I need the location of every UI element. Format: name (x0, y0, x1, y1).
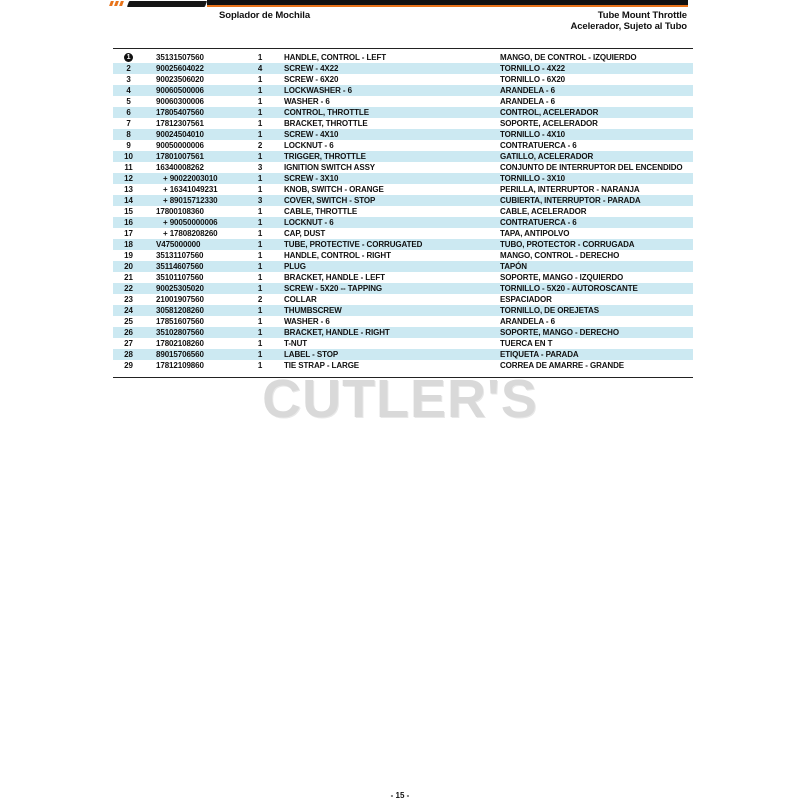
cell-description-es: CONTROL, ACELERADOR (497, 107, 693, 118)
watermark: CUTLER'S (262, 369, 538, 429)
ref-number: 25 (124, 317, 133, 326)
ref-number: 14 (124, 196, 133, 205)
cell-quantity: 1 (257, 119, 263, 128)
cell-description-es: SOPORTE, MANGO - IZQUIERDO (500, 273, 624, 282)
cell-description-en: CAP, DUST (284, 229, 326, 238)
cell-description-en: PLUG (274, 261, 497, 272)
cell-ref (113, 52, 144, 63)
cell-description-en: LOCKNUT - 6 (274, 217, 497, 228)
cell-ref (113, 107, 144, 118)
cell-part-number: 35131507560 (156, 53, 204, 62)
cell-quantity: 1 (246, 151, 274, 162)
cell-description-es: MANGO, DE CONTROL - IZQUIERDO (500, 53, 637, 62)
parts-row (113, 327, 693, 338)
parts-table (113, 52, 693, 371)
cell-description-es: SOPORTE, MANGO - DERECHO (497, 327, 693, 338)
cell-quantity: 1 (246, 327, 274, 338)
cell-part-number: 90023506020 (156, 75, 204, 84)
cell-part-number: 90025305020 (144, 283, 246, 294)
cell-quantity: 1 (257, 207, 263, 216)
cell-quantity: 1 (257, 185, 263, 194)
cell-ref (113, 140, 144, 151)
parts-row (113, 283, 693, 294)
cell-quantity: 2 (257, 141, 263, 150)
cell-quantity: 1 (257, 273, 263, 282)
cell-description-es: TORNILLO - 6X20 (500, 75, 566, 84)
ref-number: 21 (124, 273, 133, 282)
cell-part-number: + 89015712330 (144, 195, 246, 206)
ref-number: 5 (126, 97, 131, 106)
cell-description-en: BRACKET, HANDLE - LEFT (284, 273, 385, 282)
ref-number: 27 (124, 339, 133, 348)
cell-description-es: TUERCA EN T (500, 339, 553, 348)
cell-ref (113, 261, 144, 272)
cell-part-number: V475000000 (144, 239, 246, 250)
cell-description-es: CONJUNTO DE INTERRUPTOR DEL ENCENDIDO (500, 163, 683, 172)
cell-ref (113, 74, 144, 85)
cell-description-es: CONTRATUERCA - 6 (497, 217, 693, 228)
table-top-rule (113, 48, 693, 49)
cell-description-en: TIE STRAP - LARGE (284, 361, 360, 370)
cell-description-en: LOCKWASHER - 6 (274, 85, 497, 96)
cell-part-number: 35114607560 (144, 261, 246, 272)
parts-row (113, 52, 693, 63)
ref-number: 2 (126, 64, 131, 73)
ref-number: 12 (124, 174, 133, 183)
cell-quantity: 1 (257, 53, 263, 62)
cell-quantity: 1 (246, 129, 274, 140)
cell-part-number: + 90050000006 (144, 217, 246, 228)
cell-part-number: 90060500006 (144, 85, 246, 96)
cell-ref (113, 360, 144, 371)
parts-row (113, 206, 693, 217)
cell-part-number: 35102807560 (144, 327, 246, 338)
ref-number: 23 (124, 295, 133, 304)
cell-part-number: + 90022003010 (144, 173, 246, 184)
cell-description-en: LOCKNUT - 6 (284, 141, 334, 150)
parts-row (113, 118, 693, 129)
parts-row (113, 217, 693, 228)
cell-description-en: SCREW - 4X22 (274, 63, 497, 74)
cell-description-en: COLLAR (284, 295, 317, 304)
cell-description-en: KNOB, SWITCH - ORANGE (284, 185, 384, 194)
cell-ref (113, 283, 144, 294)
cell-quantity: 1 (257, 75, 263, 84)
ref-number: 20 (124, 262, 133, 271)
parts-row (113, 338, 693, 349)
cell-description-es: TORNILLO - 4X22 (497, 63, 693, 74)
cell-description-es: MANGO, CONTROL - DERECHO (500, 251, 620, 260)
ref-number: 7 (126, 119, 131, 128)
cell-part-number: 90024504010 (144, 129, 246, 140)
cell-ref (113, 129, 144, 140)
page-number: - 15 - (390, 791, 410, 800)
page-title-en: Tube Mount Throttle (597, 10, 687, 21)
cell-part-number: 17805407560 (144, 107, 246, 118)
cell-part-number: 90025604022 (144, 63, 246, 74)
ref-number: 15 (124, 207, 133, 216)
cell-description-es: TAPA, ANTIPOLVO (500, 229, 570, 238)
ref-number: 6 (126, 108, 131, 117)
cell-description-es: CABLE, ACELERADOR (500, 207, 587, 216)
cell-quantity: 4 (246, 63, 274, 74)
ref-number: 9 (126, 141, 131, 150)
cell-description-en: WASHER - 6 (284, 97, 330, 106)
cell-quantity: 2 (257, 295, 263, 304)
cell-part-number: + 16341049231 (163, 185, 218, 194)
logo-wordmark (127, 1, 207, 7)
cell-description-en: WASHER - 6 (284, 317, 330, 326)
parts-row (113, 107, 693, 118)
cell-description-es: GATILLO, ACELERADOR (497, 151, 693, 162)
ref-number: 3 (126, 75, 131, 84)
cell-description-es: ETIQUETA - PARADA (497, 349, 693, 360)
cell-description-en: BRACKET, THROTTLE (284, 119, 368, 128)
cell-description-en: COVER, SWITCH - STOP (274, 195, 497, 206)
parts-table-body (113, 52, 693, 371)
section-title: Soplador de Mochila (219, 10, 310, 21)
cell-description-en: HANDLE, CONTROL - LEFT (284, 53, 387, 62)
cell-part-number: 17812109860 (156, 361, 204, 370)
parts-row (113, 96, 693, 107)
parts-row (113, 316, 693, 327)
cell-part-number: 17851607560 (156, 317, 204, 326)
cell-description-en: SCREW - 5X20 -- TAPPING (274, 283, 497, 294)
cell-part-number: 17812307561 (156, 119, 204, 128)
cell-part-number: 90050000006 (156, 141, 204, 150)
parts-row (113, 239, 693, 250)
cell-description-es: TORNILLO - 3X10 (497, 173, 693, 184)
cell-quantity: 1 (257, 229, 263, 238)
cell-description-es: PERILLA, INTERRUPTOR - NARANJA (500, 185, 640, 194)
parts-row (113, 294, 693, 305)
ref-number: 24 (124, 306, 133, 315)
cell-ref (113, 184, 144, 195)
page-title-es: Acelerador, Sujeto al Tubo (570, 21, 687, 32)
cell-description-es: CONTRATUERCA - 6 (500, 141, 577, 150)
cell-description-es: ESPACIADOR (500, 295, 552, 304)
cell-quantity: 3 (246, 195, 274, 206)
cell-ref (113, 173, 144, 184)
cell-ref (113, 63, 144, 74)
cell-ref (113, 349, 144, 360)
ref-number: 4 (126, 86, 131, 95)
cell-quantity: 1 (257, 361, 263, 370)
logo-stripe (119, 1, 124, 6)
cell-ref (113, 327, 144, 338)
cell-description-en: SCREW - 3X10 (274, 173, 497, 184)
cell-quantity: 1 (257, 339, 263, 348)
ref-number: 16 (124, 218, 133, 227)
cell-ref (113, 305, 144, 316)
ref-number: 18 (124, 240, 133, 249)
cell-ref (113, 151, 144, 162)
cell-part-number: 17801007561 (144, 151, 246, 162)
parts-row (113, 228, 693, 239)
cell-description-es: TAPÓN (497, 261, 693, 272)
cell-description-en: HANDLE, CONTROL - RIGHT (284, 251, 391, 260)
cell-quantity: 1 (257, 251, 263, 260)
ref-number: 8 (126, 130, 131, 139)
parts-row (113, 162, 693, 173)
cell-quantity: 1 (246, 349, 274, 360)
cell-ref (113, 85, 144, 96)
cell-ref (113, 338, 144, 349)
cell-part-number: 17802108260 (156, 339, 204, 348)
ref-number: 26 (124, 328, 133, 337)
cell-ref (113, 250, 144, 261)
cell-ref (113, 118, 144, 129)
cell-description-es: ARANDELA - 6 (500, 317, 555, 326)
parts-row (113, 250, 693, 261)
cell-description-es: TUBO, PROTECTOR - CORRUGADA (497, 239, 693, 250)
parts-row (113, 261, 693, 272)
ref-number: 22 (124, 284, 133, 293)
cell-description-es: CORREA DE AMARRE - GRANDE (500, 361, 625, 370)
cell-ref (113, 228, 144, 239)
parts-row (113, 129, 693, 140)
parts-row (113, 74, 693, 85)
parts-row (113, 305, 693, 316)
cell-part-number: 35131107560 (156, 251, 204, 260)
parts-row (113, 151, 693, 162)
cell-part-number: 90060300006 (156, 97, 204, 106)
cell-quantity: 1 (246, 217, 274, 228)
parts-row (113, 85, 693, 96)
parts-row (113, 272, 693, 283)
cell-ref (113, 162, 144, 173)
cell-description-en: BRACKET, HANDLE - RIGHT (274, 327, 497, 338)
brand-logo (110, 0, 206, 7)
ref-number: 19 (124, 251, 133, 260)
cell-description-en: CONTROL, THROTTLE (274, 107, 497, 118)
cell-quantity: 1 (246, 261, 274, 272)
cell-quantity: 1 (246, 239, 274, 250)
cell-description-es: TORNILLO - 5X20 - AUTOROSCANTE (497, 283, 693, 294)
cell-ref (113, 96, 144, 107)
cell-quantity: 1 (246, 305, 274, 316)
cell-ref (113, 294, 144, 305)
cell-description-es: TORNILLO, DE OREJETAS (497, 305, 693, 316)
cell-description-en: SCREW - 6X20 (284, 75, 339, 84)
cell-description-es: SOPORTE, ACELERADOR (500, 119, 598, 128)
cell-description-en: TRIGGER, THROTTLE (274, 151, 497, 162)
cell-ref (113, 206, 144, 217)
parts-row (113, 140, 693, 151)
parts-row (113, 349, 693, 360)
cell-description-en: T-NUT (284, 339, 308, 348)
cell-description-en: LABEL - STOP (274, 349, 497, 360)
parts-row (113, 184, 693, 195)
ref-circle: 1 (124, 53, 133, 62)
cell-part-number: 16340008262 (156, 163, 204, 172)
cell-part-number: 89015706560 (144, 349, 246, 360)
cell-quantity: 1 (246, 107, 274, 118)
ref-number: 11 (124, 163, 133, 172)
ref-number: 13 (124, 185, 133, 194)
ref-number: 17 (124, 229, 133, 238)
parts-row (113, 173, 693, 184)
ref-number: 28 (124, 350, 133, 359)
cell-part-number: 30581208260 (144, 305, 246, 316)
cell-description-es: CUBIERTA, INTERRUPTOR - PARADA (497, 195, 693, 206)
cell-part-number: + 17808208260 (163, 229, 218, 238)
cell-ref (113, 195, 144, 206)
ref-number: 29 (124, 361, 133, 370)
cell-quantity: 1 (257, 97, 263, 106)
cell-description-es: ARANDELA - 6 (500, 97, 555, 106)
cell-description-en: SCREW - 4X10 (274, 129, 497, 140)
cell-description-en: THUMBSCREW (274, 305, 497, 316)
cell-quantity: 1 (246, 283, 274, 294)
cell-quantity: 1 (246, 85, 274, 96)
cell-quantity: 1 (246, 173, 274, 184)
cell-description-en: IGNITION SWITCH ASSY (284, 163, 376, 172)
cell-description-es: ARANDELA - 6 (497, 85, 693, 96)
cell-description-en: CABLE, THROTTLE (284, 207, 358, 216)
cell-ref (113, 316, 144, 327)
cell-ref (113, 272, 144, 283)
cell-quantity: 3 (257, 163, 263, 172)
cell-ref (113, 217, 144, 228)
cell-part-number: 21001907560 (156, 295, 204, 304)
ref-number: 10 (124, 152, 133, 161)
cell-description-es: TORNILLO - 4X10 (497, 129, 693, 140)
header-bar-orange (207, 5, 688, 7)
cell-part-number: 17800108360 (156, 207, 204, 216)
cell-part-number: 35101107560 (156, 273, 204, 282)
parts-row (113, 63, 693, 74)
cell-ref (113, 239, 144, 250)
page-title (570, 10, 687, 32)
cell-description-en: TUBE, PROTECTIVE - CORRUGATED (274, 239, 497, 250)
parts-row (113, 195, 693, 206)
cell-quantity: 1 (257, 317, 263, 326)
